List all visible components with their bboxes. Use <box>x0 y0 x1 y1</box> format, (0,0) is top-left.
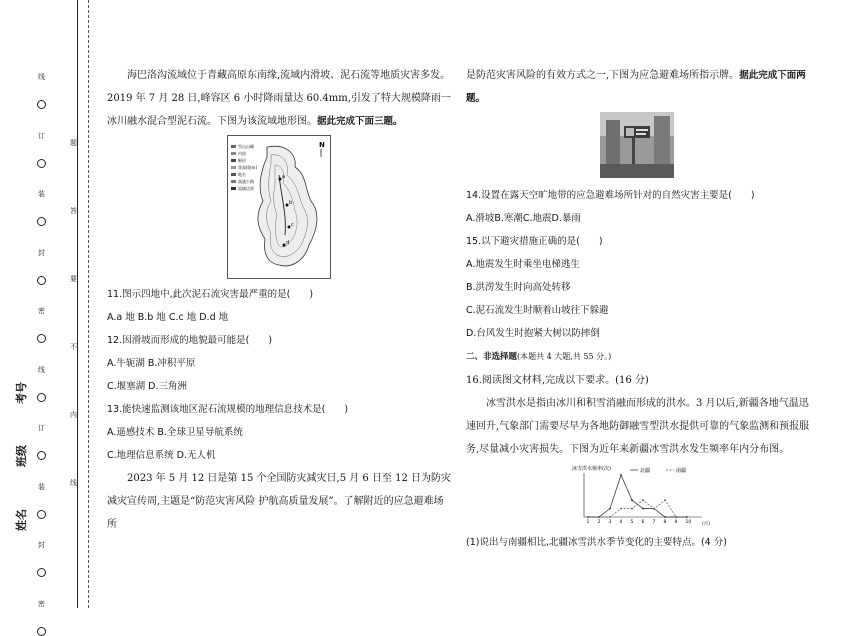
x-tick-label: 3 <box>608 520 612 525</box>
legend-item-3: 等高线(m) <box>238 165 258 170</box>
point-b-label: b <box>289 200 293 206</box>
data-point <box>587 516 589 518</box>
question-14: 14.设置在露天空旷地带的应急避难场所针对的自然灾害主要是( ) <box>466 190 755 201</box>
binding-char: 密 <box>38 307 45 315</box>
binding-char: 订 <box>38 424 45 432</box>
question-15-option-b: B.洪涝发生时向高处转移 <box>466 282 571 293</box>
shelter-sign-photo <box>466 112 816 182</box>
point-a-label: a <box>282 174 286 180</box>
binding-hole <box>37 217 46 226</box>
intro-text: 海巴洛沟流域位于青藏高原东南缘,流域内滑坡、泥石流等地质灾害多发。2019 年 7 月 28 日,峰容区 6 小时降雨量达 60.4mm,引发了特大规模降雨一冰川融水混合型泥石流。下图为该流域地形图。 <box>107 70 451 127</box>
legend-item-0: 雪山山峰 <box>238 144 254 149</box>
data-point <box>642 499 644 501</box>
binding-char-inner: 内 <box>70 411 77 419</box>
flood-frequency-chart <box>570 463 720 527</box>
x-tick-label: 2 <box>597 520 601 525</box>
binding-hole <box>37 100 46 109</box>
binding-char: 线 <box>38 365 45 374</box>
x-tick-label: 4 <box>619 520 623 525</box>
question-13-options-cd: C.地理信息系统 D.无人机 <box>107 450 216 461</box>
data-point <box>631 499 633 501</box>
binding-char: 订 <box>38 131 45 140</box>
section-heading: 二、非选择题 <box>466 352 518 362</box>
x-tick-label: 5 <box>630 520 634 525</box>
binding-hole <box>37 451 46 460</box>
binding-char-inner: 题 <box>70 139 77 147</box>
binding-hole <box>37 334 46 343</box>
right-column <box>466 64 816 554</box>
question-15-option-c: C.泥石流发生时顺着山坡往下躲避 <box>466 305 609 316</box>
data-point <box>664 516 666 518</box>
legend-item-2: 断层 <box>238 158 246 163</box>
paragraph-disaster-day: 2023 年 5 月 12 日是第 15 个全国防灾减灾日,5 月 6 日至 12 日为防灾减灾宣传周,主题是“防范灾害风险 护航高质量发展”。了解附近的应急避难场所 <box>107 473 452 530</box>
binding-char: 装 <box>38 482 45 491</box>
point-d-label: d <box>286 240 290 246</box>
x-tick-label: 1 <box>586 520 590 525</box>
question-15-option-a: A.地震发生时乘坐电梯逃生 <box>466 259 580 270</box>
legend-item-4: 地名 <box>238 172 246 177</box>
binding-hole <box>37 276 46 285</box>
flood-frequency-chart-figure <box>466 463 816 529</box>
point-c-label: c <box>291 222 294 228</box>
binding-char-inner: 不 <box>70 343 77 351</box>
x-tick-label: 10 <box>685 520 692 525</box>
binding-margin <box>0 0 92 608</box>
question-12-options-ab: A.牛轭湖 B.冲积平原 <box>107 358 196 369</box>
x-tick-label: 9 <box>674 520 678 525</box>
label-exam-number: 考号 <box>15 382 28 404</box>
label-name: 姓名 <box>15 509 28 531</box>
question-11-options: A.a 地 B.b 地 C.c 地 D.d 地 <box>107 312 229 323</box>
shelter-sign-image <box>600 112 674 178</box>
binding-line-dashed <box>88 0 89 608</box>
binding-hole <box>37 510 46 519</box>
chart-y-label: 冰雪洪水频率(次) <box>572 466 611 472</box>
x-tick-label: 8 <box>663 520 667 525</box>
series-line-0 <box>588 475 687 517</box>
question-13-options-ab: A.遥感技术 B.全球卫星导航系统 <box>107 427 243 438</box>
legend-item-6: 流域边界 <box>238 186 254 191</box>
label-class: 班级 <box>15 445 28 467</box>
binding-char-inner: 线 <box>70 479 77 487</box>
binding-line <box>77 0 78 608</box>
intro-instruction: 据此完成下面三题。 <box>317 116 403 127</box>
terrain-map <box>227 135 331 279</box>
legend-label: 北疆 <box>640 468 651 474</box>
chart-x-label: (月) <box>702 522 711 527</box>
binding-hole <box>37 393 46 402</box>
legend-item-5: 高速公路 <box>238 179 254 184</box>
data-point <box>598 516 600 518</box>
question-14-options: A.滑坡B.寒潮C.地震D.暴雨 <box>466 213 581 224</box>
question-16-part-1: (1)说出与南疆相比,北疆冰雪洪水季节变化的主要特点。(4 分) <box>466 537 727 548</box>
question-11: 11.图示四地中,此次泥石流灾害最严重的是( ) <box>107 289 314 300</box>
data-point <box>653 508 655 510</box>
binding-char: 密 <box>38 599 45 608</box>
binding-hole <box>37 159 46 168</box>
continuation-instruction: 据此完成下面两题。 <box>466 70 806 104</box>
binding-char-inner: 答 <box>70 207 77 215</box>
legend-label: 南疆 <box>676 468 687 474</box>
binding-hole <box>37 568 46 577</box>
binding-char: 封 <box>38 541 45 549</box>
x-tick-label: 7 <box>652 520 656 525</box>
data-point <box>686 516 688 518</box>
north-arrow: N <box>319 141 325 149</box>
binding-char: 线 <box>38 73 45 81</box>
continuation-text: 是防范灾害风险的有效方式之一,下图为应急避难场所指示牌。 <box>466 70 740 81</box>
data-point <box>620 474 622 476</box>
binding-hole <box>37 627 46 636</box>
question-16: 16.阅读图文材料,完成以下要求。(16 分) <box>466 375 649 386</box>
question-12: 12.因滑坡而形成的地貌最可能是( ) <box>107 335 273 346</box>
data-point <box>620 508 622 510</box>
question-16-material: 冰雪洪水是指由冰川和积雪消融而形成的洪水。3 月以后,新疆各地气温迅速回升,气象部门需要尽早为各地防御融雪型洪水提供可靠的气象监测和预报服务,尽量减小灾害损失。下图为近年来新疆冰雪洪水发生频率年内分布图。 <box>466 398 810 455</box>
legend-item-1: 内道 <box>238 151 246 156</box>
left-column <box>107 64 452 536</box>
data-point <box>675 516 677 518</box>
section-note: (本题共 4 大题,共 55 分。) <box>517 352 612 361</box>
question-13: 13.能快速监测该地区泥石流规模的地理信息技术是( ) <box>107 404 349 415</box>
question-12-options-cd: C.堰塞湖 D.三角洲 <box>107 381 188 392</box>
data-point <box>642 508 644 510</box>
binding-char: 封 <box>38 248 45 257</box>
terrain-map-figure <box>107 135 452 281</box>
x-tick-label: 6 <box>641 520 645 525</box>
binding-char: 装 <box>38 190 45 198</box>
question-15: 15.以下避灾措施正确的是( ) <box>466 236 603 247</box>
question-15-option-d: D.台风发生时抱紧大树以防摔倒 <box>466 328 600 339</box>
data-point <box>609 508 611 510</box>
data-point <box>631 508 633 510</box>
data-point <box>609 516 611 518</box>
data-point <box>664 499 666 501</box>
binding-char-inner: 要 <box>70 275 77 283</box>
